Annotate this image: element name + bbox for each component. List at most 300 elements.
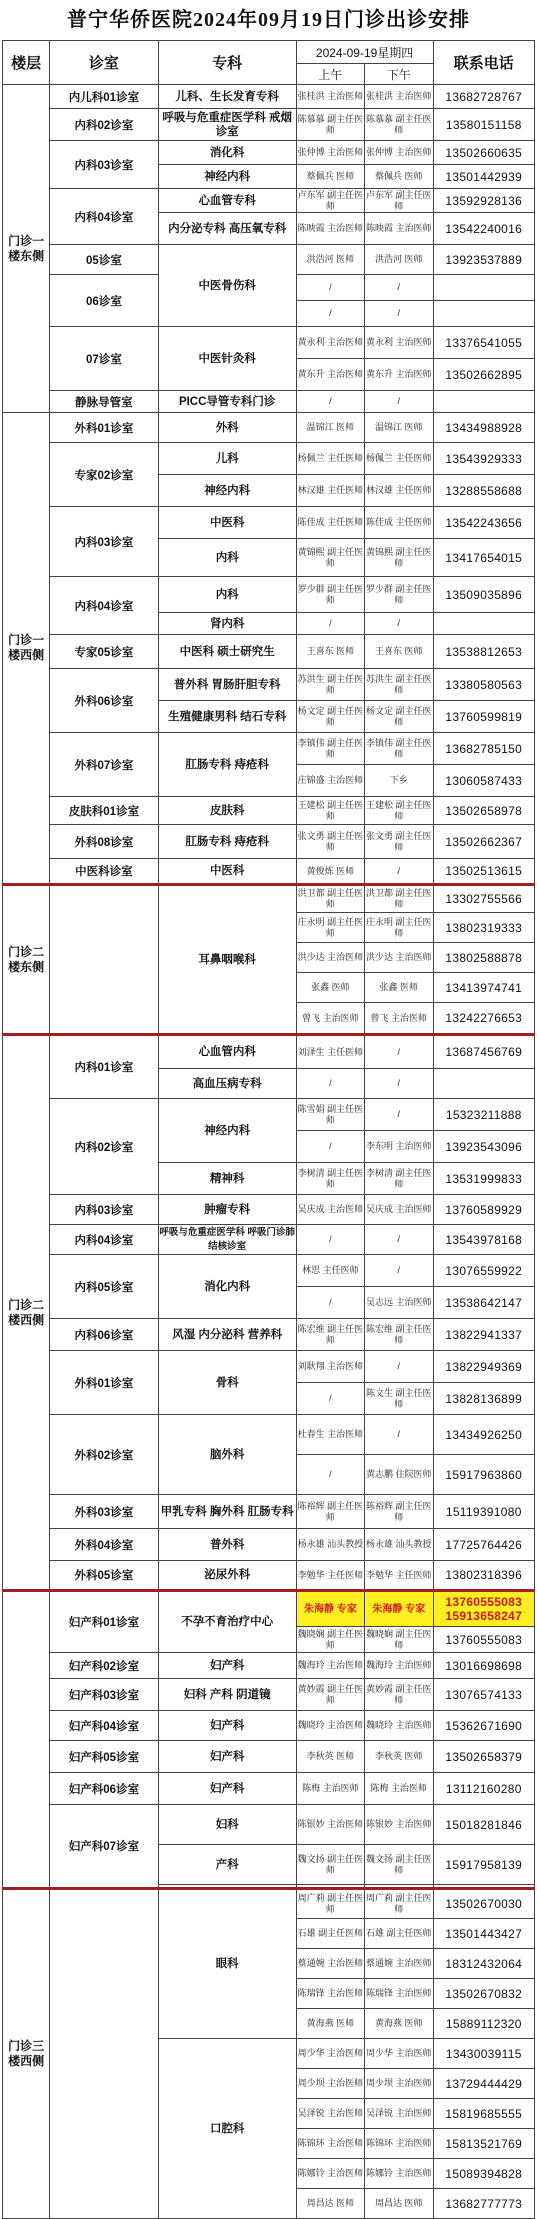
room-cell-empty [50,1889,159,2219]
room-cell: 中医科诊室 [50,859,159,885]
dept-cell: PICC导管专科门诊 [158,391,296,413]
dept-cell: 眼科 [158,1889,296,2039]
am-doctor: 苏洪生 副主任医师 [296,669,364,701]
room-cell: 内科01诊室 [50,1035,159,1099]
pm-doctor: 周昌达 医师 [365,2189,433,2219]
pm-doctor: 蔡佩兵 医师 [365,165,433,189]
dept-cell: 神经内科 [158,475,296,507]
room-cell: 静脉导管室 [50,391,159,413]
room-cell: 外科05诊室 [50,1561,159,1591]
am-doctor: 卢东军 副主任医师 [297,189,364,211]
phone-cell: 13538642147 [433,1287,534,1319]
pm-doctor: / [365,1255,433,1287]
pm-doctor: / [365,1415,433,1455]
phone-cell: 13580151158 [433,109,534,141]
header-phone: 联系电话 [433,41,534,85]
dept-cell: 呼吸与危重症医学科 呼吸门诊肺结核诊室 [158,1225,296,1255]
room-cell: 内科03诊室 [50,1195,159,1225]
room-cell: 内科04诊室 [50,577,159,635]
room-cell: 内科02诊室 [50,1099,159,1195]
room-cell: 07诊室 [50,327,159,391]
pm-doctor: 李秋英 医师 [365,1741,433,1773]
pm-doctor: 魏晓娴 副主任医师 [365,1627,433,1653]
pm-doctor: 杨文定 副主任医师 [365,701,433,733]
dept-cell: 中医科 硕士研究生 [158,635,296,669]
dept-cell: 普外科 胃肠肝胆专科 [158,669,296,701]
am-doctor: 魏文扬 副主任医师 [296,1845,364,1885]
phone-cell: 13822949369 [433,1351,534,1383]
floor-label-empty [3,1591,50,1889]
am-doctor: / [296,1287,364,1319]
dept-cell: 神经内科 [158,165,296,189]
room-cell: 专家05诊室 [50,635,159,669]
pm-doctor: 温锦江 医师 [365,413,433,443]
dept-cell: 神经内科 [158,1099,296,1163]
pm-doctor: 陈佳成 主任医师 [365,507,433,539]
dept-cell: 呼吸与危重症医学科 戒烟诊室 [158,109,296,141]
room-cell: 外科01诊室 [50,1351,159,1415]
phone-cell: 13380580563 [433,669,534,701]
dept-cell: 高血压病专科 [158,1069,296,1099]
dept-cell: 妇科 [158,1805,296,1845]
dept-cell: 妇产科 [158,1711,296,1741]
phone-cell: 13501443427 [433,1919,534,1949]
dept-cell: 中医科 [158,507,296,539]
room-cell: 05诊室 [50,245,159,275]
pm-doctor: 杨佩兰 主任医师 [365,443,433,475]
am-doctor: 洪卫都 副主任医师 [296,885,364,913]
dept-cell: 中医骨伤科 [158,245,296,327]
phone-cell: 13076574133 [433,1679,534,1711]
am-doctor: 李镇伟 副主任医师 [296,733,364,765]
pm-doctor: 李勉华 主任医师 [365,1561,433,1591]
phone-cell: 13502662895 [433,359,534,391]
dept-cell: 妇产科 [158,1773,296,1805]
am-doctor: 刘泽生 主任医师 [296,1035,364,1069]
room-cell: 妇产科06诊室 [50,1773,159,1805]
dept-cell: 妇产科 [158,1653,296,1679]
phone-cell: 13413974741 [433,973,534,1003]
am-doctor: 庄锦盛 主治医师 [296,765,364,797]
room-cell: 内科06诊室 [50,1319,159,1351]
am-doctor: 洪少达 主治医师 [296,943,364,973]
phone-cell: 13501442939 [433,165,534,189]
phone-cell: 13434926250 [433,1415,534,1455]
am-doctor: 周昌达 医师 [296,2189,364,2219]
room-cell: 外科03诊室 [50,1495,159,1529]
am-doctor: 陈宏维 副主任医师 [296,1319,364,1351]
am-doctor: 张仲博 主治医师 [296,141,364,165]
phone-cell: 13687456769 [433,1035,534,1069]
am-doctor: 黄妙霞 副主任医师 [296,1679,364,1711]
pm-doctor: 陈瑞锋 主治医师 [365,1979,433,2009]
phone-cell: 15813521769 [433,2129,534,2159]
phone-cell: 13502662367 [433,825,534,859]
pm-doctor: 庄永明 副主任医师 [365,913,433,943]
am-doctor: 黄俊炼 医师 [296,859,364,885]
am-doctor: 王喜东 医师 [296,635,364,669]
phone-cell: 13923537889 [433,245,534,275]
room-cell: 内儿科01诊室 [50,85,159,109]
dept-cell: 中医针灸科 [158,327,296,391]
dept-cell: 风湿 内分泌科 营养科 [158,1319,296,1351]
schedule-table [2,40,535,2219]
pm-doctor: 陈慕慕 副主任医师 [365,109,433,141]
am-doctor: 周广莉 副主任医师 [296,1889,364,1919]
am-doctor: / [296,1455,364,1495]
phone-cell: 15917958139 [433,1845,534,1885]
am-doctor: 陈梅 主治医师 [296,1773,364,1805]
pm-doctor: 陈宏维 副主任医师 [365,1319,433,1351]
am-doctor: / [296,1383,364,1415]
phone-cell: 15323211888 [433,1099,534,1131]
phone-cell: 13802319333 [433,913,534,943]
am-doctor: 罗少群 副主任医师 [296,577,364,613]
dept-cell: 心血管内科 [158,1035,296,1069]
phone-cell: 17725764426 [433,1529,534,1561]
am-doctor: 石雄 副主任医师 [296,1919,364,1949]
dept-cell: 产科 [158,1845,296,1885]
pm-doctor: 陈梅 主治医师 [365,1773,433,1805]
dept-cell: 儿科 [158,443,296,475]
phone-cell: 15362671690 [433,1711,534,1741]
pm-doctor: 吴泽锐 主治医师 [365,2099,433,2129]
header-date: 2024-09-19星期四 [296,41,433,64]
am-doctor: 刘耿翔 主治医师 [296,1351,364,1383]
pm-doctor: / [365,1351,433,1383]
phone-cell: 13288558688 [433,475,534,507]
room-cell: 妇产科07诊室 [50,1805,159,1889]
phone-cell: 13538812653 [433,635,534,669]
am-doctor: 杨佩兰 主任医师 [296,443,364,475]
room-cell: 妇产科02诊室 [50,1653,159,1679]
phone-cell: 13502670832 [433,1979,534,2009]
dept-cell: 外科 [158,413,296,443]
dept-cell: 皮肤科 [158,797,296,825]
pm-doctor: 陈银妙 主治医师 [365,1805,433,1845]
am-doctor: 张文勇 副主任医师 [296,825,364,859]
pm-doctor: 洪少达 主治医师 [365,943,433,973]
pm-doctor: 曾飞 主治医师 [365,1003,433,1035]
dept-cell: 内科 [158,577,296,613]
am-doctor: / [296,613,364,635]
am-doctor: / [296,1069,364,1099]
phone-cell: 13112160280 [433,1773,534,1805]
phone-cell: 13682777773 [433,2189,534,2219]
pm-doctor: / [365,1035,433,1069]
pm-doctor: 魏文扬 副主任医师 [365,1845,433,1885]
am-doctor: / [296,391,364,413]
dept-cell: 骨科 [158,1351,296,1415]
am-doctor: 陈佳成 主任医师 [296,507,364,539]
am-doctor: 魏晓娴 副主任医师 [296,1627,364,1653]
pm-doctor: 王建松 副主任医师 [365,797,433,825]
dept-cell: 妇科 产科 阴道镜 [158,1679,296,1711]
dept-cell: 消化科 [158,141,296,165]
am-doctor: 温锦江 医师 [296,413,364,443]
dept-cell: 内科 [158,539,296,577]
am-doctor: / [296,1225,364,1255]
dept-cell: 生殖健康男科 结石专科 [158,701,296,733]
dept-cell: 泌尿外科 [158,1561,296,1591]
am-doctor: 黄海燕 医师 [296,2009,364,2039]
pm-doctor: 吴志远 主治医师 [365,1287,433,1319]
phone-cell: 15119391080 [433,1495,534,1529]
pm-doctor: 黄永利 主治医师 [365,327,433,359]
am-doctor: 魏晓玲 主治医师 [296,1711,364,1741]
am-doctor: / [296,275,364,301]
pm-doctor: 李东明 主治医师 [365,1131,433,1163]
pm-doctor: 魏海玲 主治医师 [365,1653,433,1679]
dept-cell: 妇产科 [158,1741,296,1773]
am-doctor: 陈锦环 主治医师 [296,2129,364,2159]
phone-cell: 13417654015 [433,539,534,577]
am-doctor: 杨永雄 汕头教授 [296,1529,364,1561]
phone-cell: 15819685555 [433,2099,534,2129]
dept-cell: 甲乳专科 胸外科 肛肠专科 [158,1495,296,1529]
am-doctor: 陈雪娟 副主任医师 [296,1099,364,1131]
pm-doctor: / [365,613,433,635]
pm-doctor: / [365,1225,433,1255]
phone-cell: 13682728767 [433,85,534,109]
am-doctor: 曾飞 主治医师 [296,1003,364,1035]
pm-doctor: / [365,301,433,327]
am-doctor: 吴泽锐 主治医师 [296,2099,364,2129]
room-cell: 外科06诊室 [50,669,159,733]
phone-cell: 13592928136 [433,189,534,213]
phone-cell: 15089394828 [433,2159,534,2189]
phone-cell: 13302755566 [433,885,534,913]
floor-label: 门诊二楼东侧 [3,885,50,1035]
phone-cell: 13760599819 [433,701,534,733]
pm-doctor: 周广莉 副主任医师 [365,1889,433,1919]
pm-doctor: / [365,275,433,301]
phone-cell: 13760589929 [433,1195,534,1225]
am-doctor: 庄永明 副主任医师 [296,913,364,943]
phone-cell: 13542240016 [433,213,534,245]
room-cell: 内科02诊室 [50,109,159,141]
phone-cell: 13729444429 [433,2069,534,2099]
phone-cell: 13076559922 [433,1255,534,1287]
phone-cell: 13502670030 [433,1889,534,1919]
am-doctor: / [296,301,364,327]
am-doctor: 洪浩河 医师 [296,245,364,275]
am-doctor: 杨文定 副主任医师 [296,701,364,733]
dept-cell: 肿瘤专科 [158,1195,296,1225]
am-doctor: / [296,1131,364,1163]
pm-doctor: 石雄 副主任医师 [365,1919,433,1949]
pm-doctor: 蔡通婉 主治医师 [365,1949,433,1979]
pm-doctor: 黄海燕 医师 [365,2009,433,2039]
am-doctor: 李秋英 医师 [296,1741,364,1773]
dept-cell: 儿科、生长发育专科 [158,85,296,109]
phone-cell [433,1069,534,1099]
am-doctor: 蔡佩兵 医师 [296,165,364,189]
dept-cell: 普外科 [158,1529,296,1561]
am-doctor: 陈慕慕 副主任医师 [296,109,364,141]
room-cell: 内科04诊室 [50,189,159,245]
pm-doctor: 李镇伟 副主任医师 [365,733,433,765]
pm-doctor: 黄东升 主治医师 [365,359,433,391]
phone-cell: 13543978168 [433,1225,534,1255]
room-cell: 内科03诊室 [50,141,159,189]
am-doctor: 陈映霞 主治医师 [296,213,364,245]
am-doctor: 吴庆成 主治医师 [296,1195,364,1225]
dept-cell: 不孕不育治疗中心 [158,1591,296,1653]
room-cell: 内科05诊室 [50,1255,159,1319]
pm-doctor: 苏洪生 副主任医师 [365,669,433,701]
phone-cell: 13543929333 [433,443,534,475]
pm-doctor: 林汉雄 主任医师 [365,475,433,507]
dept-cell: 中医科 [158,859,296,885]
room-cell: 妇产科04诊室 [50,1711,159,1741]
phone-cell: 13502660635 [433,141,534,165]
pm-doctor: 罗少群 副主任医师 [365,577,433,613]
am-doctor: 林思 主任医师 [296,1255,364,1287]
pm-doctor: 吴庆成 主治医师 [365,1195,433,1225]
phone-cell: 13016698698 [433,1653,534,1679]
phone-cell [433,391,534,413]
am-doctor: 杜春生 主治医师 [296,1415,364,1455]
schedule-body [3,85,535,2219]
phone-cell: 13531999833 [433,1163,534,1195]
dept-cell: 内分泌专科 高压氧专科 [158,213,296,245]
phone-cell: 13760555083 [433,1627,534,1653]
pm-doctor: 陈文生 副主任医师 [365,1383,433,1415]
phone-cell: 13060587433 [433,765,534,797]
phone-cell: 13502513615 [433,859,534,885]
dept-cell: 耳鼻咽喉科 [158,885,296,1035]
phone-cell: 13434988928 [433,413,534,443]
pm-doctor: 张桂洪 主治医师 [365,85,433,109]
room-cell: 妇产科01诊室 [50,1591,159,1653]
am-doctor: 陈娜铃 主治医师 [296,2159,364,2189]
phone-cell: 13682785150 [433,733,534,765]
header-floor: 楼层 [3,41,50,85]
pm-doctor: / [365,1069,433,1099]
dept-cell: 精神科 [158,1163,296,1195]
pm-doctor: 黄锦熙 副主任医师 [365,539,433,577]
am-doctor: 张桂洪 主治医师 [296,85,364,109]
phone-cell [433,613,534,635]
am-doctor: 黄东升 主治医师 [296,359,364,391]
pm-doctor: 张文勇 副主任医师 [365,825,433,859]
room-cell [50,885,159,1035]
floor-label: 门诊一楼东侧 [3,85,50,413]
phone-cell [433,275,534,301]
pm-doctor: 卢东军 副主任医师 [366,189,432,211]
phone-cell: 13509035896 [433,577,534,613]
phone-cell: 15018281846 [433,1805,534,1845]
pm-doctor: 陈锦环 主治医师 [365,2129,433,2159]
dept-cell: 肛肠专科 痔疮科 [158,733,296,797]
am-doctor: 蔡通婉 主治医师 [296,1949,364,1979]
phone-cell: 13802588878 [433,943,534,973]
floor-label: 门诊三楼西侧 [3,1889,50,2219]
dept-cell: 心血管专科 [158,189,296,213]
room-cell: 专家02诊室 [50,443,159,507]
header-dept: 专科 [158,41,296,85]
page-title: 普宁华侨医院2024年09月19日门诊出诊安排 [67,9,470,31]
am-doctor: 王建松 副主任医师 [296,797,364,825]
am-doctor-highlight: 朱海静 专家 [296,1591,364,1627]
am-doctor: 陈瑞锋 主治医师 [296,1979,364,2009]
pm-doctor: 洪浩河 医师 [365,245,433,275]
phone-cell: 15917963860 [433,1455,534,1495]
phone-cell: 13923543096 [433,1131,534,1163]
room-cell: 妇产科03诊室 [50,1679,159,1711]
phone-cell: 13502658978 [433,797,534,825]
pm-doctor: 陈裕辉 副主任医师 [365,1495,433,1529]
header-room: 诊室 [50,41,159,85]
header-pm: 下午 [365,64,433,85]
dept-cell: 肾内科 [158,613,296,635]
pm-doctor: 陈映霞 主治医师 [365,213,433,245]
pm-doctor: / [365,391,433,413]
pm-doctor-highlight: 朱海静 专家 [365,1591,433,1627]
pm-doctor: 洪卫都 副主任医师 [365,885,433,913]
header-am: 上午 [296,64,364,85]
phone-cell: 13802318396 [433,1561,534,1591]
phone-cell: 13822941337 [433,1319,534,1351]
phone-cell: 13376541055 [433,327,534,359]
room-cell: 妇产科05诊室 [50,1741,159,1773]
am-doctor: 陈裕辉 副主任医师 [296,1495,364,1529]
phone-cell: 13828136899 [433,1383,534,1415]
am-doctor: 魏海玲 主治医师 [296,1653,364,1679]
am-doctor: 黄永利 主治医师 [296,327,364,359]
phone-cell: 13242276653 [433,1003,534,1035]
floor-label: 门诊一楼西侧 [3,413,50,885]
am-doctor: 周少坝 主治医师 [296,2069,364,2099]
dept-cell: 消化内科 [158,1255,296,1319]
phone-cell-highlight: 13760555083 15913658247 [433,1591,534,1627]
pm-doctor: / [365,1099,433,1131]
phone-cell: 13502658379 [433,1741,534,1773]
phone-cell: 13430039115 [433,2039,534,2069]
pm-doctor: 周少坝 主治医师 [365,2069,433,2099]
am-doctor: 李勉华 主任医师 [296,1561,364,1591]
pm-doctor: 张鑫 医师 [365,973,433,1003]
pm-doctor: 李树清 副主任医师 [365,1163,433,1195]
phone-cell [433,301,534,327]
room-cell: 外科02诊室 [50,1415,159,1495]
room-cell: 外科01诊室 [50,413,159,443]
pm-doctor: 周少华 主治医师 [365,2039,433,2069]
pm-doctor: 黄志鹏 住院医师 [365,1455,433,1495]
am-doctor: 李树清 副主任医师 [296,1163,364,1195]
am-doctor: 黄锦熙 副主任医师 [296,539,364,577]
pm-doctor: 王喜东 医师 [365,635,433,669]
room-cell: 皮肤科01诊室 [50,797,159,825]
pm-doctor: / [365,859,433,885]
room-cell: 内科04诊室 [50,1225,159,1255]
pm-doctor: 黄妙霞 副主任医师 [365,1679,433,1711]
room-cell: 外科07诊室 [50,733,159,797]
am-doctor: 周少华 主治医师 [296,2039,364,2069]
phone-cell: 18312432064 [433,1949,534,1979]
room-cell: 外科04诊室 [50,1529,159,1561]
room-cell: 内科03诊室 [50,507,159,577]
room-cell: 外科08诊室 [50,825,159,859]
room-cell: 06诊室 [50,275,159,327]
pm-doctor: 下乡 [365,765,433,797]
pm-doctor: 张仲博 主治医师 [365,141,433,165]
dept-cell: 脑外科 [158,1415,296,1495]
pm-doctor: 陈娜铃 主治医师 [365,2159,433,2189]
dept-cell: 口腔科 [158,2039,296,2219]
am-doctor: 陈银妙 主治医师 [296,1805,364,1845]
